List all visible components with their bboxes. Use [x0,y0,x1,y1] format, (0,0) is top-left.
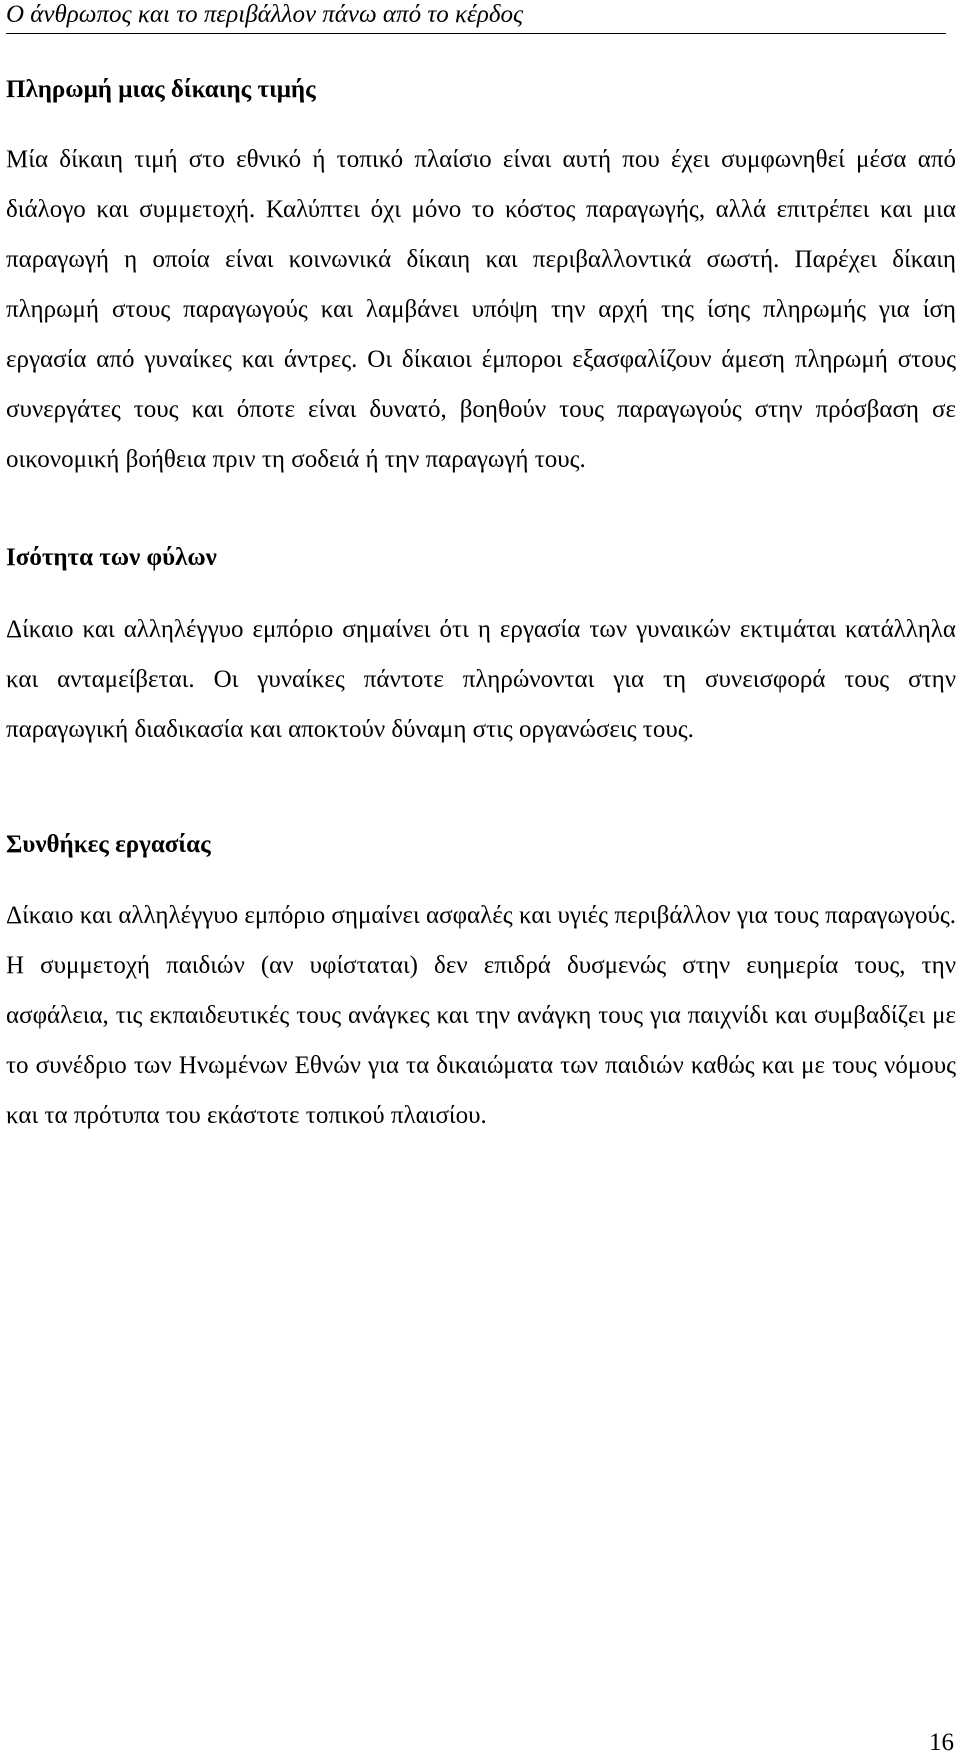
section-paragraph-working-conditions: Δίκαιο και αλληλέγγυο εμπόριο σημαίνει ασφαλές και υγιές περιβάλλον για τους παραγωγούς. Η συμμετοχή παιδιών (αν υφίσταται) δεν επιδρά δυσμενώς στην ευημερία τους, την ασφάλεια, τις εκπαιδευτικές τους ανάγκες και την ανάγκη τους για παιχνίδι και συμβαδίζει με το συνέδριο των Ηνωμένων Εθνών για τα δικαιώματα των παιδιών καθώς και με τους νόμους και τα πρότυπα του εκάστοτε τοπικού πλαισίου. [6,902,956,1129]
section-heading-working-conditions: Συνθήκες εργασίας [6,831,211,858]
section-heading-fair-price: Πληρωμή μιας δίκαιης τιμής [6,76,316,103]
page-number: 16 [929,1729,954,1756]
section-paragraph-gender-equality: Δίκαιο και αλληλέγγυο εμπόριο σημαίνει ότι η εργασία των γυναικών εκτιμάται κατάλληλα και ανταμείβεται. Οι γυναίκες πάντοτε πληρώνονται για τη συνεισφορά τους στην παραγωγική διαδικασία και αποκτούν δύναμη στις οργανώσεις τους. [6,616,956,743]
section-paragraph-fair-price: Μία δίκαιη τιμή στο εθνικό ή τοπικό πλαίσιο είναι αυτή που έχει συμφωνηθεί μέσα από διάλογο και συμμετοχή. Καλύπτει όχι μόνο το κόστος παραγωγής, αλλά επιτρέπει και μια παραγωγή η οποία είναι κοινωνικά δίκαιη και περιβαλλοντικά σωστή. Παρέχει δίκαιη πληρωμή στους παραγωγούς και λαμβάνει υπόψη την αρχή της ίσης πληρωμής για ίση εργασία από γυναίκες και άντρες. Οι δίκαιοι έμποροι εξασφαλίζουν άμεση πληρωμή στους συνεργάτες τους και όποτε είναι δυνατό, βοηθούν τους παραγωγούς στην πρόσβαση σε οικονομική βοήθεια πριν τη σοδειά ή την παραγωγή τους. [6,146,956,473]
running-header-title: Ο άνθρωπος και το περιβάλλον πάνω από το κέρδος [6,0,946,34]
section-heading-gender-equality: Ισότητα των φύλων [6,544,217,571]
